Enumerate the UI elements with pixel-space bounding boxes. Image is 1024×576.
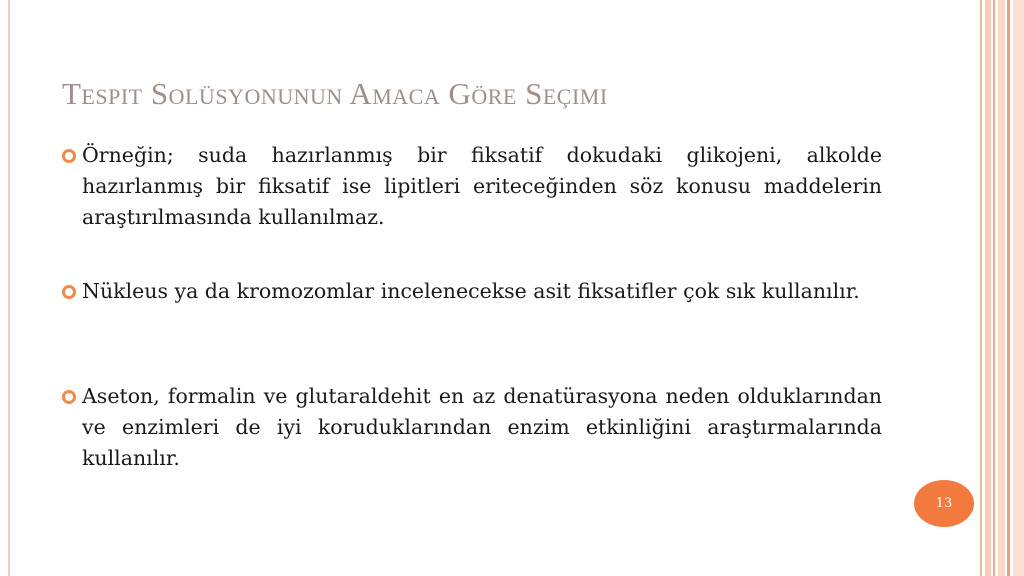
ring-bullet-icon: [62, 285, 76, 299]
stripe: [980, 0, 982, 576]
slide-title: Tespit Solüsyonunun Amaca Göre Seçimi: [62, 76, 608, 111]
stripe: [1007, 0, 1010, 576]
ring-bullet-icon: [62, 149, 76, 163]
bullet-text: Aseton, formalin ve glutaraldehit en az denatürasyona neden olduklarından ve enzimleri de iyi koruduklarından enzim etkinliğini araştırmalarında kullanılır.: [82, 384, 882, 470]
page-number-badge: [914, 480, 974, 527]
ring-bullet-icon: [62, 390, 76, 404]
stripe: [985, 0, 991, 576]
stripe: [993, 0, 995, 576]
bullet-item: [60, 276, 882, 307]
bullet-item: [60, 140, 882, 233]
left-border-line: [8, 0, 10, 576]
stripe: [998, 0, 1005, 576]
stripe: [1013, 0, 1024, 576]
decorative-stripes: [976, 0, 1024, 576]
page-number: 13: [935, 496, 953, 511]
bullet-text: Örneğin; suda hazırlanmış bir fiksatif dokudaki glikojeni, alkolde hazırlanmış bir fiksatif ise lipitleri eriteceğinden söz konusu maddelerin araştırılmasında kullanılmaz.: [82, 143, 882, 229]
bullet-item: [60, 381, 882, 474]
bullet-text: Nükleus ya da kromozomlar incelenecekse asit fiksatifler çok sık kullanılır.: [82, 279, 860, 303]
